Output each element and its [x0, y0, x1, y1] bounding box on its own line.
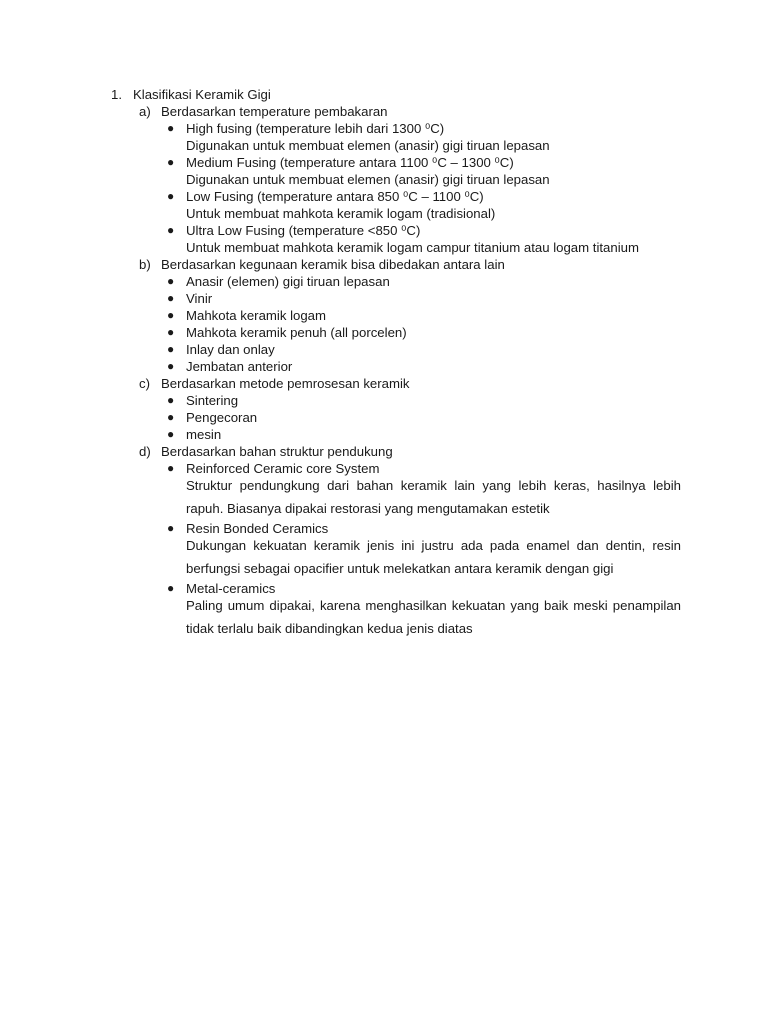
bullet-description: Digunakan untuk membuat elemen (anasir) gigi tiruan lepasan: [186, 138, 550, 153]
bullet-label: mesin: [186, 427, 222, 442]
bullet-icon: ●: [167, 189, 175, 203]
bullet-label: High fusing (temperature lebih dari 1300 ⁰C): [186, 121, 445, 136]
bullet-list: [161, 392, 681, 443]
bullet-description: Struktur pendungkung dari bahan keramik lain yang lebih keras, hasilnya lebih rapuh. Biasanya dipakai restorasi yang mengutamakan estetik: [186, 478, 681, 516]
list-item: [161, 580, 681, 640]
section-c: [139, 375, 681, 443]
list-number: 1.: [111, 87, 122, 102]
bullet-icon: ●: [167, 427, 175, 441]
bullet-icon: ●: [167, 393, 175, 407]
section-letter: c): [139, 376, 150, 391]
bullet-label: Mahkota keramik penuh (all porcelen): [186, 325, 407, 340]
list-item: [161, 520, 681, 580]
list-item: [161, 222, 681, 256]
bullet-label: Jembatan anterior: [186, 359, 293, 374]
bullet-icon: ●: [167, 521, 175, 535]
list-item: [161, 460, 681, 520]
bullet-label: Vinir: [186, 291, 213, 306]
list-item: [161, 426, 681, 443]
list-item: [161, 154, 681, 188]
bullet-label: Metal-ceramics: [186, 581, 276, 596]
list-item: [161, 273, 681, 290]
section-letter: a): [139, 104, 151, 119]
bullet-description: Paling umum dipakai, karena menghasilkan kekuatan yang baik meski penampilan tidak terlalu baik dibandingkan kedua jenis diatas: [186, 598, 681, 636]
bullet-list: [161, 120, 681, 256]
bullet-icon: ●: [167, 223, 175, 237]
bullet-label: Low Fusing (temperature antara 850 ⁰C – 1100 ⁰C): [186, 189, 484, 204]
list-item: [161, 324, 681, 341]
list-item: [161, 341, 681, 358]
bullet-label: Anasir (elemen) gigi tiruan lepasan: [186, 274, 390, 289]
bullet-description: Dukungan kekuatan keramik jenis ini justru ada pada enamel dan dentin, resin berfungsi sebagai opacifier untuk melekatkan antara keramik dengan gigi: [186, 538, 681, 576]
document-body: [111, 86, 681, 640]
bullet-icon: ●: [167, 155, 175, 169]
list-item: [161, 188, 681, 222]
list-item: [161, 392, 681, 409]
bullet-icon: ●: [167, 342, 175, 356]
bullet-description: Untuk membuat mahkota keramik logam campur titanium atau logam titanium: [186, 240, 639, 255]
bullet-label: Medium Fusing (temperature antara 1100 ⁰C – 1300 ⁰C): [186, 155, 514, 170]
section-b: [139, 256, 681, 375]
bullet-label: Inlay dan onlay: [186, 342, 275, 357]
list-item: [161, 290, 681, 307]
bullet-label: Ultra Low Fusing (temperature <850 ⁰C): [186, 223, 421, 238]
list-item: [161, 409, 681, 426]
bullet-list: [161, 273, 681, 375]
bullet-label: Resin Bonded Ceramics: [186, 521, 329, 536]
bullet-icon: ●: [167, 308, 175, 322]
section-a: [139, 103, 681, 256]
bullet-icon: ●: [167, 325, 175, 339]
bullet-description: Digunakan untuk membuat elemen (anasir) gigi tiruan lepasan: [186, 172, 550, 187]
bullet-icon: ●: [167, 461, 175, 475]
section-letter: b): [139, 257, 151, 272]
bullet-icon: ●: [167, 121, 175, 135]
list-title: Klasifikasi Keramik Gigi: [133, 87, 271, 102]
bullet-label: Sintering: [186, 393, 239, 408]
bullet-icon: ●: [167, 410, 175, 424]
section-title: Berdasarkan kegunaan keramik bisa dibedakan antara lain: [161, 257, 505, 272]
numbered-heading: [111, 86, 681, 103]
section-letter: d): [139, 444, 151, 459]
bullet-icon: ●: [167, 359, 175, 373]
bullet-label: Reinforced Ceramic core System: [186, 461, 380, 476]
list-item: [161, 358, 681, 375]
section-d: [139, 443, 681, 640]
section-title: Berdasarkan temperature pembakaran: [161, 104, 388, 119]
section-title: Berdasarkan bahan struktur pendukung: [161, 444, 393, 459]
list-item: [161, 307, 681, 324]
bullet-description: Untuk membuat mahkota keramik logam (tradisional): [186, 206, 496, 221]
bullet-icon: ●: [167, 581, 175, 595]
bullet-icon: ●: [167, 291, 175, 305]
bullet-label: Mahkota keramik logam: [186, 308, 326, 323]
bullet-label: Pengecoran: [186, 410, 258, 425]
list-item: [161, 120, 681, 154]
bullet-list: [161, 460, 681, 640]
section-title: Berdasarkan metode pemrosesan keramik: [161, 376, 410, 391]
bullet-icon: ●: [167, 274, 175, 288]
